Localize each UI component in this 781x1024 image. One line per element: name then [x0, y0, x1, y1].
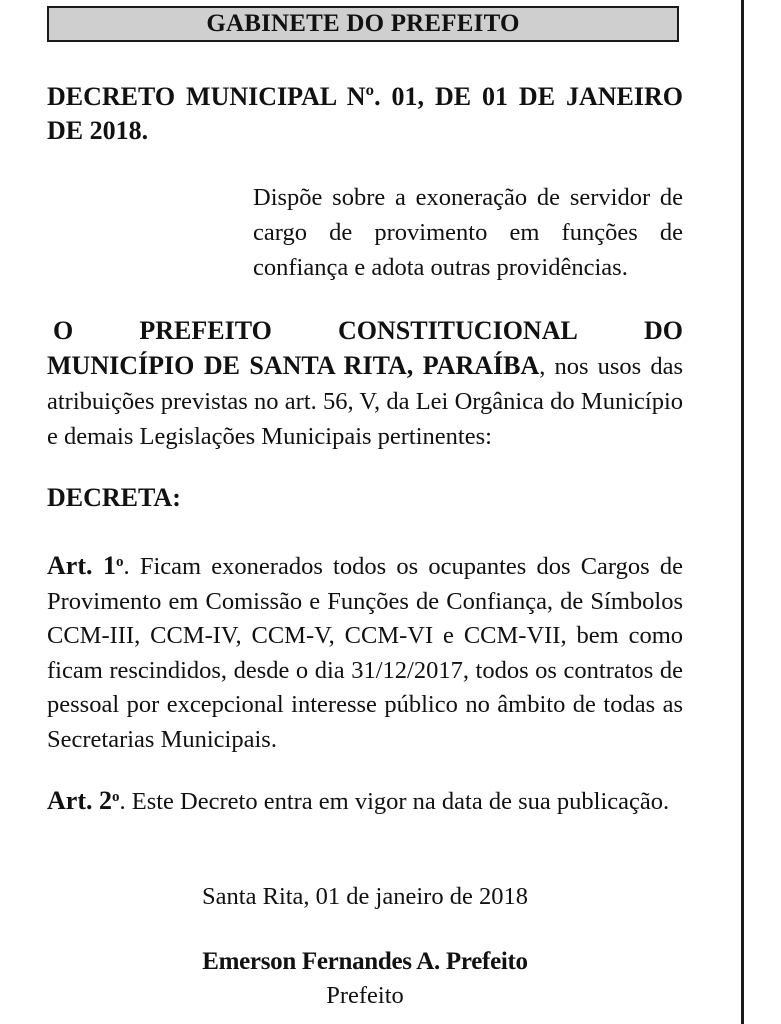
decree-ementa: Dispõe sobre a exoneração de servidor de cargo de provimento em funções de confiança e adota outras providências. [253, 184, 683, 281]
article-2 [47, 780, 683, 820]
section-header-box [47, 6, 679, 42]
decree-preamble [47, 313, 683, 454]
preamble-body [47, 348, 683, 454]
article-1-label: Art. 1$^o$ [47, 551, 124, 580]
place-date: Santa Rita, 01 de janeiro de 2018 [202, 883, 528, 910]
decree-title: DECRETO MUNICIPAL Nº. 01, DE 01 DE JANEIRO DE 2018. [47, 82, 683, 145]
article-2-ordinal: o [111, 789, 120, 805]
preamble-word: O [53, 316, 74, 345]
preamble-first-line [47, 313, 683, 348]
preamble-rest: , nos usos das atribuições previstas no art. 56, V, da Lei Orgânica do Município e demais Legislações Municipais pertinentes: [47, 353, 683, 450]
section-header-title: GABINETE DO PREFEITO [206, 10, 520, 37]
article-1-text: . Ficam exonerados todos os ocupantes dos Cargos de Provimento em Comissão e Funções de Confiança, de Símbolos CCM-III, CCM-IV, CCM-V, CCM-VI e CCM-VII, bem como ficam rescindidos, desde o dia 31/12/2017, todos os contratos de pessoal por excepcional interesse público no âmbito de todas as Secretarias Municipais. [47, 553, 683, 753]
decreta-heading: DECRETA: [47, 483, 181, 512]
preamble-municipality: MUNICÍPIO DE SANTA RITA, PARAÍBA [47, 351, 540, 380]
signer-role: Prefeito [326, 982, 404, 1009]
article-2-label: Art. 2$^o$ [47, 786, 120, 815]
article-2-text: . Este Decreto entra em vigor na data de sua publicação. [119, 788, 670, 815]
article-1-ordinal: o [116, 554, 124, 570]
page-right-border [741, 0, 744, 1024]
signer-name: Emerson Fernandes A. Prefeito [202, 948, 528, 975]
preamble-word: DO [643, 316, 683, 345]
preamble-word: CONSTITUCIONAL [337, 316, 578, 345]
preamble-word: PREFEITO [139, 316, 272, 345]
article-1 [47, 545, 683, 758]
